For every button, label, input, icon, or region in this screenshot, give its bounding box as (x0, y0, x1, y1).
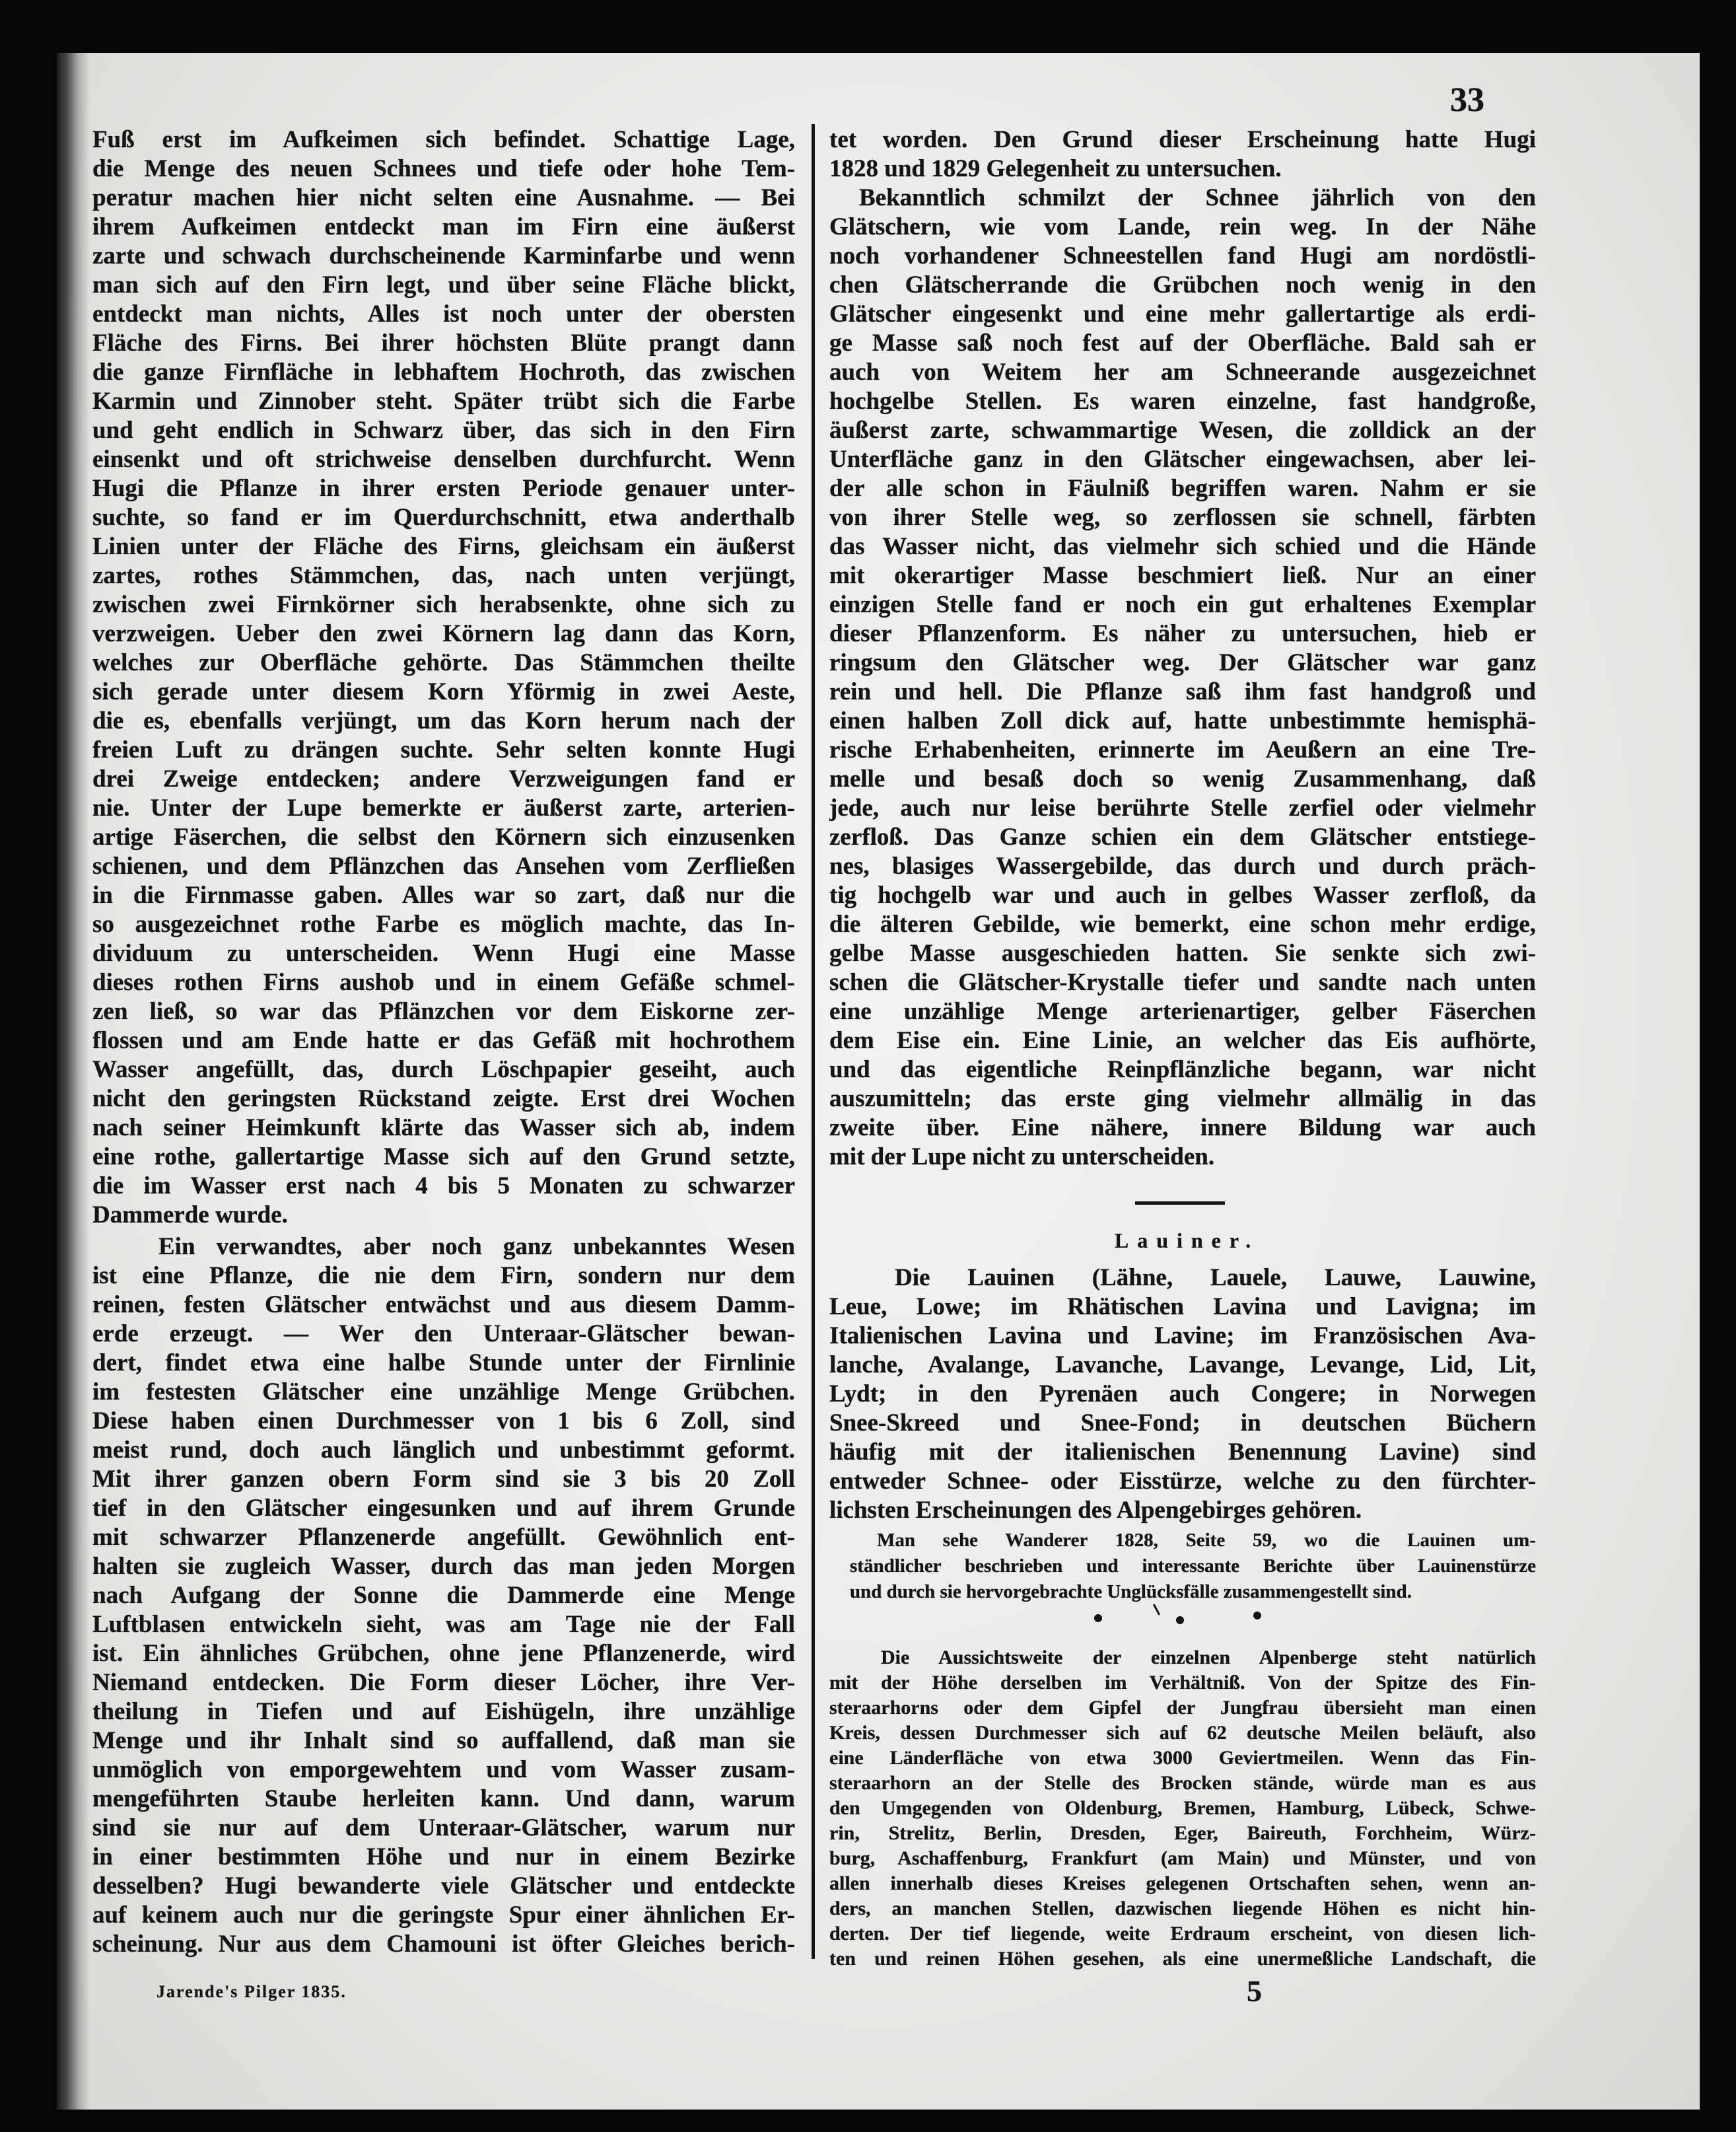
text-line: häufig mit der italienischen Benennung Lavine) sind (829, 1439, 1536, 1466)
text-line: Lydt; in den Pyrenäen auch Congere; in Norwegen (829, 1380, 1536, 1407)
right-column-paragraph-4 (829, 1645, 1536, 1972)
printer-signature: Jarende's Pilger 1835. (156, 1982, 347, 2001)
right-column-paragraph-1 (829, 125, 1536, 184)
text-line: halten sie zugleich Wasser, durch das man jeden Morgen (92, 1553, 795, 1580)
text-line: ten und reinen Höhen gesehen, als eine unermeßliche Landschaft, die (829, 1948, 1536, 1970)
text-line: Hugi die Pflanze in ihrer ersten Periode genauer unter- (92, 475, 795, 502)
text-line: tief in den Glätscher eingesunken und auf ihrem Grunde (92, 1495, 795, 1522)
text-line: die älteren Gebilde, wie bemerkt, eine schon mehr erdige, (829, 911, 1536, 938)
text-line: steraarhorns oder dem Gipfel der Jungfrau übersieht man einen (829, 1697, 1536, 1719)
text-line: derten. Der tief liegende, weite Erdraum erscheint, von diesen lich- (829, 1923, 1536, 1944)
text-line: in die Firnmasse gaben. Alles war so zart, daß nur die (92, 882, 795, 909)
text-line: chen Glätscherrande die Grübchen noch wenig in den (829, 271, 1536, 299)
text-line: ist. Ein ähnliches Grübchen, ohne jene Pflanzenerde, wird (92, 1640, 795, 1667)
text-line: Die Aussichtsweite der einzelnen Alpenberge steht natürlich (881, 1647, 1536, 1668)
text-line: gelbe Masse ausgeschieden hatten. Sie senkte sich zwi- (829, 940, 1536, 967)
text-line: nicht den geringsten Rückstand zeigte. Erst drei Wochen (92, 1085, 795, 1112)
right-column-paragraph-2 (829, 184, 1536, 1172)
text-line: auch von Weitem her am Schneerande ausgezeichnet (829, 359, 1536, 386)
text-line: Kreis, dessen Durchmesser sich auf 62 deutsche Meilen beläuft, also (829, 1722, 1536, 1744)
text-line: tet worden. Den Grund dieser Erscheinung hatte Hugi (829, 126, 1536, 153)
text-line: peratur machen hier nicht selten eine Ausnahme. — Bei (92, 184, 795, 211)
text-line: theilung in Tiefen und auf Eishügeln, ihre unzählige (92, 1698, 795, 1725)
text-line: ist eine Pflanze, die nie dem Firn, sondern nur dem (92, 1262, 795, 1289)
text-line: der alle schon in Fäulniß begriffen waren. Nahm er sie (829, 475, 1536, 502)
text-line: nes, blasiges Wassergebilde, das durch und durch präch- (829, 853, 1536, 880)
text-line: Glätscher eingesenkt und eine mehr gallertartige als erdi- (829, 301, 1536, 328)
text-line: entweder Schnee- oder Eisstürze, welche zu den fürchter- (829, 1468, 1536, 1495)
text-line: burg, Aschaffenburg, Frankfurt (am Main) und Münster, und von (829, 1847, 1536, 1869)
sheet-number: 5 (1247, 1974, 1262, 2008)
text-line: Glätschern, wie vom Lande, rein weg. In der Nähe (829, 213, 1536, 240)
text-line: Linien unter der Fläche des Firns, gleichsam ein äußerst (92, 533, 795, 560)
ornament-dot (1094, 1614, 1102, 1622)
left-column-paragraph-2 (92, 1232, 795, 1959)
text-line: ge Masse saß noch fest auf der Oberfläche. Bald sah er (829, 330, 1536, 357)
text-line: ringsum den Glätscher weg. Der Glätscher war ganz (829, 649, 1536, 676)
text-line: zwischen zwei Firnkörner sich herabsenkte, ohne sich zu (92, 591, 795, 618)
text-line: in einer bestimmten Höhe und nur in einem Bezirke (92, 1843, 795, 1870)
text-line: die ganze Firnfläche in lebhaftem Hochroth, das zwischen (92, 359, 795, 386)
text-line: zen ließ, so war das Pflänzchen vor dem Eiskorne zer- (92, 998, 795, 1025)
text-line: rin, Strelitz, Berlin, Dresden, Eger, Baireuth, Forchheim, Würz- (829, 1822, 1536, 1844)
text-line: 1828 und 1829 Gelegenheit zu untersuchen. (829, 155, 1282, 182)
text-line: Fläche des Firns. Bei ihrer höchsten Blüte prangt dann (92, 330, 795, 357)
text-line: Italienischen Lavina und Lavine; im Französischen Ava- (829, 1322, 1536, 1349)
text-line: dert, findet etwa eine halbe Stunde unter der Firnlinie (92, 1349, 795, 1376)
text-line: allen innerhalb dieses Kreises gelegenen Ortschaften sehen, wenn an- (829, 1872, 1536, 1894)
text-line: ders, an manchen Stellen, dazwischen liegende Höhen es nicht hin- (829, 1898, 1536, 1919)
text-line: tig hochgelb war und auch in gelbes Wasser zerfloß, da (829, 882, 1536, 909)
text-line: zarte und schwach durchscheinende Karminfarbe und wenn (92, 242, 795, 269)
text-line: Leue, Lowe; im Rhätischen Lavina und Lavigna; im (829, 1293, 1536, 1320)
text-line: zerfloß. Das Ganze schien ein dem Glätscher entstiege- (829, 824, 1536, 851)
text-line: Wasser angefüllt, das, durch Löschpapier geseiht, auch (92, 1056, 795, 1083)
text-line: flossen und am Ende hatte er das Gefäß mit hochrothem (92, 1027, 795, 1054)
text-line: melle und besaß doch so wenig Zusammenhang, daß (829, 765, 1536, 793)
text-line: reinen, festen Glätscher entwächst und aus diesem Damm- (92, 1291, 795, 1318)
text-line: den Umgegenden von Oldenburg, Bremen, Hamburg, Lübeck, Schwe- (829, 1797, 1536, 1819)
text-line: nie. Unter der Lupe bemerkte er äußerst zarte, arterien- (92, 795, 795, 822)
text-line: Luftblasen entwickeln sieht, was am Tage nie der Fall (92, 1611, 795, 1638)
text-line: meist rund, doch auch länglich und unbestimmt geformt. (92, 1437, 795, 1464)
text-line: im festesten Glätscher eine unzählige Menge Grübchen. (92, 1378, 795, 1405)
text-line: mit schwarzer Pflanzenerde angefüllt. Gewöhnlich ent- (92, 1524, 795, 1551)
section-heading: Lauiner. (1114, 1228, 1260, 1252)
text-line: erde erzeugt. — Wer den Unteraar-Glätscher bewan- (92, 1320, 795, 1347)
text-line: dividuum zu unterscheiden. Wenn Hugi eine Masse (92, 940, 795, 967)
text-line: Menge und ihr Inhalt sind so auffallend, daß man sie (92, 1727, 795, 1754)
text-line: jede, auch nur leise berührte Stelle zerfiel oder vielmehr (829, 795, 1536, 822)
right-column-paragraph-3 (829, 1263, 1536, 1525)
ornament-dot (1253, 1612, 1261, 1619)
text-line: zartes, rothes Stämmchen, das, nach unten verjüngt, (92, 562, 795, 589)
text-line: drei Zweige entdecken; andere Verzweigungen fand er (92, 765, 795, 793)
text-line: freien Luft zu drängen suchte. Sehr selten konnte Hugi (92, 736, 795, 764)
text-line: welches zur Oberfläche gehörte. Das Stämmchen theilte (92, 649, 795, 676)
text-line: suchte, so fand er im Querdurchschnitt, etwa anderthalb (92, 504, 795, 531)
text-line: eine rothe, gallertartige Masse sich auf den Grund setzte, (92, 1143, 795, 1170)
text-line: mit der Höhe derselben im Verhältniß. Von der Spitze des Fin- (829, 1672, 1536, 1693)
text-line: rein und hell. Die Pflanze saß ihm fast handgroß und (829, 678, 1536, 705)
text-line: Man sehe Wanderer 1828, Seite 59, wo die Lauinen um- (877, 1530, 1536, 1551)
text-line: Snee-Skreed und Snee-Fond; in deutschen Büchern (829, 1409, 1536, 1437)
text-line: Karmin und Zinnober steht. Später trübt sich die Farbe (92, 388, 795, 415)
binding-shadow (57, 53, 90, 2110)
text-line: hochgelbe Stellen. Es waren einzelne, fast handgroße, (829, 388, 1536, 415)
left-column-paragraph-1 (92, 125, 795, 1230)
text-line: und das eigentliche Reinpflänzliche begann, war nicht (829, 1056, 1536, 1083)
text-line: mit der Lupe nicht zu unterscheiden. (829, 1143, 1215, 1170)
text-line: verzweigen. Ueber den zwei Körnern lag dann das Korn, (92, 620, 795, 647)
text-line: mit okerartiger Masse beschmiert ließ. Nur an einer (829, 562, 1536, 589)
section-rule (1135, 1201, 1225, 1205)
text-line: eine Länderfläche von etwa 3000 Geviertmeilen. Wenn das Fin- (829, 1747, 1536, 1769)
ornament-dot (1176, 1616, 1184, 1624)
text-line: eine unzählige Menge arterienartiger, gelber Fäserchen (829, 998, 1536, 1025)
text-line: Bekanntlich schmilzt der Schnee jährlich von den (859, 184, 1536, 211)
right-column-flow (829, 125, 1536, 1172)
text-line: von ihrer Stelle weg, so zerflossen sie schnell, färbten (829, 504, 1536, 531)
page-number: 33 (1450, 81, 1484, 119)
text-line: desselben? Hugi bewanderte viele Glätscher und entdeckte (92, 1872, 795, 1900)
footnote (850, 1528, 1536, 1605)
text-line: unmöglich von emporgewehtem und vom Wasser zusam- (92, 1756, 795, 1783)
text-line: sich gerade unter diesem Korn Yförmig in zwei Aeste, (92, 678, 795, 705)
text-line: einen halben Zoll dick auf, hatte unbestimmte hemisphä- (829, 707, 1536, 734)
text-line: die Menge des neuen Schnees und tiefe oder hohe Tem- (92, 155, 795, 182)
text-line: rische Erhabenheiten, erinnerte im Aeußern an eine Tre- (829, 736, 1536, 764)
text-line: auszumitteln; das erste ging vielmehr allmälig in das (829, 1085, 1536, 1112)
text-line: Diese haben einen Durchmesser von 1 bis 6 Zoll, sind (92, 1407, 795, 1435)
text-line: äußerst zarte, schwammartige Wesen, die zolldick an der (829, 417, 1536, 444)
text-line: Unterfläche ganz in den Glätscher eingewachsen, aber lei- (829, 446, 1536, 473)
text-line: Ein verwandtes, aber noch ganz unbekanntes Wesen (158, 1233, 795, 1260)
column-divider (812, 124, 815, 1959)
text-line: so ausgezeichnet rothe Farbe es möglich machte, das In- (92, 911, 795, 938)
text-line: lanche, Avalange, Lavanche, Lavange, Levange, Lid, Lit, (829, 1351, 1536, 1378)
text-line: auf keinem auch nur die geringste Spur einer ähnlichen Er- (92, 1901, 795, 1929)
text-line: nach seiner Heimkunft klärte das Wasser sich ab, indem (92, 1114, 795, 1141)
text-line: lichsten Erscheinungen des Alpengebirges gehören. (829, 1497, 1362, 1524)
text-line: man sich auf den Firn legt, und über seine Fläche blickt, (92, 271, 795, 299)
text-line: Dammerde wurde. (92, 1201, 288, 1228)
text-line: dieses rothen Firns aushob und in einem Gefäße schmel- (92, 969, 795, 996)
text-line: und geht endlich in Schwarz über, das sich in den Firn (92, 417, 795, 444)
text-line: nach Aufgang der Sonne die Dammerde eine Menge (92, 1582, 795, 1609)
text-line: dieser Pflanzenform. Es näher zu untersuchen, hieb er (829, 620, 1536, 647)
text-line: scheinung. Nur aus dem Chamouni ist öfter Gleiches berich- (92, 1931, 795, 1958)
text-line: ihrem Aufkeimen entdeckt man im Firn eine äußerst (92, 213, 795, 240)
text-line: ständlicher beschrieben und interessante Berichte über Lauinenstürze (850, 1555, 1536, 1577)
text-line: Mit ihrer ganzen obern Form sind sie 3 bis 20 Zoll (92, 1466, 795, 1493)
text-line: Niemand entdecken. Die Form dieser Löcher, ihre Ver- (92, 1669, 795, 1696)
text-line: zweite über. Eine nähere, innere Bildung war auch (829, 1114, 1536, 1141)
text-line: mengeführten Staube herleiten kann. Und dann, warum (92, 1785, 795, 1812)
text-line: entdeckt man nichts, Alles ist noch unter der obersten (92, 301, 795, 328)
text-line: schienen, und dem Pflänzchen das Ansehen vom Zerfließen (92, 853, 795, 880)
text-line: einsenkt und oft strichweise denselben durchfurcht. Wenn (92, 446, 795, 473)
text-line: noch vorhandener Schneestellen fand Hugi am nordöstli- (829, 242, 1536, 269)
text-line: und durch sie hervorgebrachte Unglücksfälle zusammengestellt sind. (850, 1581, 1412, 1602)
text-line: das Wasser nicht, das vielmehr sich schied und die Hände (829, 533, 1536, 560)
text-line: die im Wasser erst nach 4 bis 5 Monaten zu schwarzer (92, 1172, 795, 1199)
text-line: dem Eise ein. Eine Linie, an welcher das Eis aufhörte, (829, 1027, 1536, 1054)
text-line: Die Lauinen (Lähne, Lauele, Lauwe, Lauwine, (895, 1264, 1536, 1291)
text-line: schen die Glätscher-Krystalle tiefer und sandte nach unten (829, 969, 1536, 996)
text-line: einzigen Stelle fand er noch ein gut erhaltenes Exemplar (829, 591, 1536, 618)
text-line: steraarhorn an der Stelle des Brocken stände, würde man es aus (829, 1772, 1536, 1794)
text-line: sind sie nur auf dem Unteraar-Glätscher, warum nur (92, 1814, 795, 1841)
text-line: Fuß erst im Aufkeimen sich befindet. Schattige Lage, (92, 126, 795, 153)
text-line: artige Fäserchen, die selbst den Körnern sich einzusenken (92, 824, 795, 851)
text-line: die es, ebenfalls verjüngt, um das Korn herum nach der (92, 707, 795, 734)
